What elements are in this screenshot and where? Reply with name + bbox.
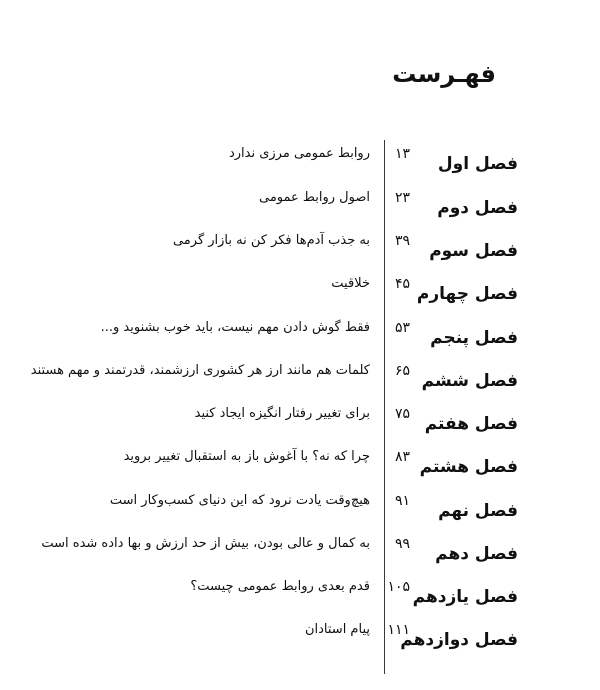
toc-row[interactable]	[0, 622, 600, 652]
entry-title: چرا که نه؟ با آغوش باز به استقبال تغییر بروید	[123, 449, 370, 464]
chapter-label: فصل چهارم	[416, 284, 518, 304]
page-title: فهـرست	[392, 60, 496, 88]
entry-title: به کمال و عالی بودن، بیش از حد ارزش و بها داده شده است	[41, 536, 370, 551]
page-number: ۹۱	[394, 493, 410, 509]
toc-row[interactable]	[0, 276, 600, 306]
page-number: ۸۳	[394, 449, 410, 465]
entry-title: کلمات هم مانند ارز هر کشوری ارزشمند، قدرتمند و مهم هستند	[30, 363, 370, 378]
entry-title: خلاقیت	[331, 276, 370, 291]
page-number: ۱۳	[394, 146, 410, 162]
page-number: ۱۰۵	[387, 579, 410, 595]
page-number: ۳۹	[394, 233, 410, 249]
chapter-label: فصل هشتم	[419, 457, 518, 477]
entry-title: قدم بعدی روابط عمومی چیست؟	[190, 579, 370, 594]
chapter-label: فصل دهم	[435, 544, 518, 564]
page-number: ۲۳	[394, 190, 410, 206]
toc-row[interactable]	[0, 406, 600, 436]
page-number: ۶۵	[394, 363, 410, 379]
chapter-label: فصل اول	[437, 154, 518, 174]
page-number: ۵۳	[394, 320, 410, 336]
page-number: ۴۵	[394, 276, 410, 292]
chapter-label: فصل ششم	[421, 371, 518, 391]
toc-row[interactable]	[0, 146, 600, 176]
chapter-label: فصل نهم	[438, 501, 518, 521]
entry-title: اصول روابط عمومی	[259, 190, 370, 205]
entry-title: برای تغییر رفتار انگیزه ایجاد کنید	[194, 406, 370, 421]
chapter-label: فصل هفتم	[424, 414, 518, 434]
chapter-label: فصل پنجم	[430, 328, 518, 348]
chapter-label: فصل دوازدهم	[400, 630, 518, 650]
entry-title: فقط گوش دادن مهم نیست، باید خوب بشنوید و...	[100, 320, 370, 335]
toc-row[interactable]	[0, 449, 600, 479]
toc-row[interactable]	[0, 320, 600, 350]
chapter-label: فصل یازدهم	[412, 587, 518, 607]
toc-row[interactable]	[0, 190, 600, 220]
toc-row[interactable]	[0, 493, 600, 523]
entry-title: روابط عمومی مرزی ندارد	[228, 146, 370, 161]
toc-row[interactable]	[0, 579, 600, 609]
toc-row[interactable]	[0, 536, 600, 566]
page-number: ۱۱۱	[387, 622, 410, 638]
entry-title: به جذب آدم‌ها فکر کن نه بازار گرمی	[172, 233, 370, 248]
chapter-label: فصل سوم	[429, 241, 518, 261]
entry-title: پیام استادان	[304, 622, 370, 637]
page-number: ۹۹	[394, 536, 410, 552]
entry-title: هیچ‌وقت یادت نرود که این دنیای کسب‌وکار است	[109, 493, 370, 508]
page-number: ۷۵	[394, 406, 410, 422]
chapter-label: فصل دوم	[437, 198, 518, 218]
toc-row[interactable]	[0, 363, 600, 393]
toc-row[interactable]	[0, 233, 600, 263]
